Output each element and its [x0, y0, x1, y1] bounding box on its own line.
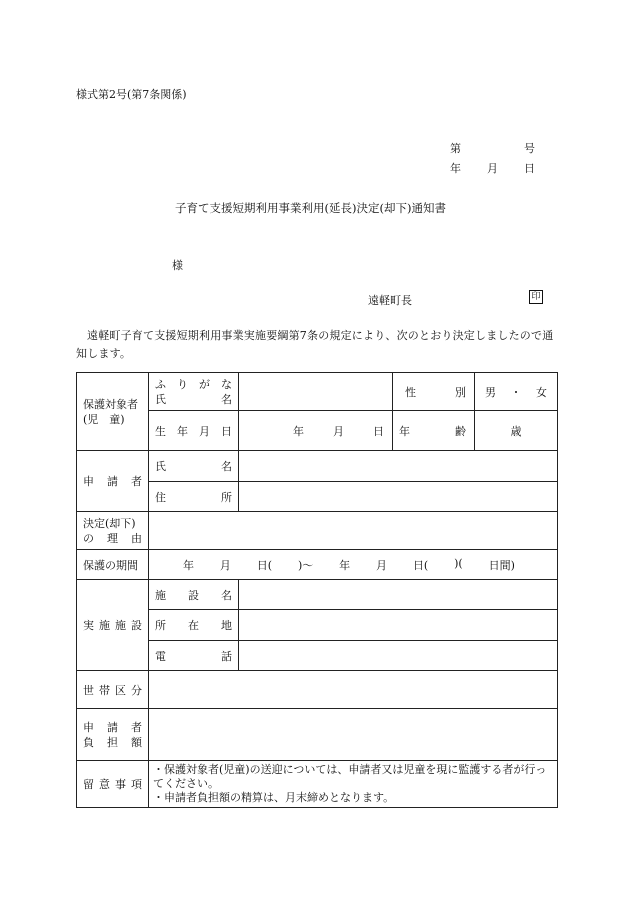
period-end-weekday-close: )( [454, 556, 463, 570]
burden-label-char: 申 [83, 720, 94, 734]
location-char: 所 [155, 619, 166, 632]
household-label-char: 世 [83, 683, 94, 697]
child-name-row [77, 373, 558, 411]
birth-label-char: 月 [199, 424, 210, 438]
note-item: ・申請者負担額の精算は、月末締めとなります。 [153, 791, 395, 804]
note-item: ・保護対象者(児童)の送迎については、申請者又は児童を現に監護する者が行ってください。 [153, 763, 547, 790]
intro-paragraph: 遠軽町子育て支援短期利用事業実施要綱第7条の規定により、次のとおり決定しましたので通知します。 [76, 329, 554, 360]
facility-label-char: 設 [131, 619, 142, 632]
child-label-cell [77, 373, 149, 451]
birth-label-char: 日 [221, 424, 232, 438]
furigana-char: ふ [155, 377, 166, 391]
birth-month-unit: 月 [333, 424, 344, 438]
facility-location-field[interactable] [239, 610, 558, 641]
applicant-label-cell [77, 451, 149, 512]
facility-name-row [77, 580, 558, 610]
period-field[interactable] [149, 550, 558, 580]
facility-phone-row [77, 641, 558, 671]
phone-char: 電 [155, 649, 166, 663]
form-number-label: 様式第2号(第7条関係) [76, 88, 187, 101]
facility-name-char: 名 [221, 588, 232, 602]
notice-form-table [76, 372, 558, 808]
applicant-address-label-cell [149, 482, 239, 512]
reason-row [77, 512, 558, 550]
issuer-name: 遠軽町長 [368, 294, 412, 307]
age-unit: 歳 [510, 424, 522, 438]
burden-label-char: 担 [107, 735, 118, 749]
facility-location-label-cell [149, 610, 239, 641]
seal-mark: 印 [529, 290, 543, 304]
name-char: 氏 [155, 460, 166, 473]
notes-label-cell [77, 761, 149, 808]
sex-label-char: 性 [405, 385, 416, 399]
name-char: 名 [221, 392, 232, 406]
notes-label-char: 意 [99, 778, 110, 791]
facility-name-field[interactable] [239, 580, 558, 610]
child-label-sub: (児 童) [83, 412, 125, 426]
name-char: 氏 [155, 392, 166, 406]
furigana-char: な [221, 377, 232, 391]
period-end-day: 日( [412, 558, 429, 572]
sex-label-cell [393, 373, 475, 411]
furigana-label [155, 377, 232, 392]
sex-option-male[interactable]: 男 [485, 385, 496, 399]
household-label-char: 分 [131, 683, 142, 697]
facility-label-cell [77, 580, 149, 671]
applicant-name-field[interactable] [239, 451, 558, 482]
sex-option-separator: ・ [510, 385, 522, 399]
birth-day-unit: 日 [373, 424, 384, 438]
period-start-year: 年 [183, 558, 194, 572]
facility-label-char: 施 [99, 619, 110, 632]
birth-date-field[interactable] [239, 411, 393, 451]
date-month: 月 [487, 162, 498, 175]
period-label: 保護の期間 [77, 550, 149, 580]
burden-label-char: 請 [107, 720, 118, 734]
date-day: 日 [524, 162, 535, 175]
furigana-char: り [177, 377, 188, 391]
facility-phone-label-cell [149, 641, 239, 671]
household-label-char: 区 [115, 683, 126, 697]
date-year: 年 [450, 162, 461, 175]
facility-phone-field[interactable] [239, 641, 558, 671]
burden-label-line2 [83, 735, 142, 750]
furigana-char: が [199, 377, 210, 391]
birth-year-unit: 年 [293, 424, 304, 438]
period-start-month: 月 [219, 558, 231, 572]
applicant-label-char: 者 [131, 475, 142, 488]
child-label: 保護対象者 [83, 397, 138, 411]
period-days: 日間) [488, 558, 515, 572]
location-char: 地 [221, 619, 232, 632]
notes-label-char: 留 [83, 778, 94, 791]
notes-content [149, 761, 558, 808]
burden-row [77, 709, 558, 761]
age-label-char: 年 [399, 424, 410, 438]
reason-label-line2 [83, 531, 142, 546]
period-start-day: 日( [256, 558, 273, 572]
location-char: 在 [188, 619, 199, 632]
household-label-char: 帯 [99, 683, 110, 697]
birth-label-char: 年 [177, 424, 188, 438]
facility-label-char: 実 [83, 619, 94, 632]
applicant-address-field[interactable] [239, 482, 558, 512]
birth-label-cell [149, 411, 239, 451]
reason-field[interactable] [149, 512, 558, 550]
number-prefix: 第 [450, 142, 461, 155]
reason-label-line1: 決定(却下) [83, 516, 136, 530]
child-birth-row [77, 411, 558, 451]
age-label-char: 齢 [455, 424, 466, 438]
document-title: 子育て支援短期利用事業利用(延長)決定(却下)通知書 [175, 201, 446, 215]
facility-label-char: 施 [115, 619, 126, 632]
household-label-cell [77, 671, 149, 709]
reason-label-char: 理 [107, 531, 118, 545]
age-label-cell [393, 411, 475, 451]
document-number-line [450, 140, 535, 156]
birth-label-char: 生 [155, 424, 166, 438]
applicant-name-row [77, 451, 558, 482]
applicant-name-label-cell [149, 451, 239, 482]
burden-label-line1 [83, 720, 142, 735]
child-name-field[interactable] [239, 373, 393, 411]
household-row [77, 671, 558, 709]
furigana-name-label-cell [149, 373, 239, 411]
period-row [77, 550, 558, 580]
burden-label-char: 額 [131, 735, 142, 749]
notes-label-char: 事 [115, 778, 126, 791]
notes-row [77, 761, 558, 808]
sex-options-cell[interactable] [475, 373, 558, 411]
notes-label-char: 項 [131, 778, 142, 791]
burden-label-char: 者 [131, 720, 142, 734]
address-char: 住 [155, 490, 166, 504]
facility-name-char: 施 [155, 588, 166, 602]
phone-char: 話 [221, 649, 232, 663]
name-char: 名 [221, 460, 232, 473]
facility-location-row [77, 610, 558, 641]
burden-label-cell [77, 709, 149, 761]
document-date-line [450, 160, 535, 176]
sex-label-char: 別 [455, 385, 466, 399]
facility-name-char: 設 [188, 588, 199, 602]
facility-name-label-cell [149, 580, 239, 610]
period-end-year: 年 [339, 558, 351, 572]
period-start-weekday-close: )〜 [297, 558, 314, 572]
sex-option-female[interactable]: 女 [536, 385, 547, 399]
burden-label-char: 負 [83, 735, 94, 749]
address-char: 所 [221, 490, 232, 504]
reason-label-char: の [83, 531, 94, 545]
reason-label-cell [77, 512, 149, 550]
applicant-label-char: 申 [83, 475, 94, 488]
reason-label-char: 由 [131, 531, 142, 545]
household-field[interactable] [149, 671, 558, 709]
period-end-month: 月 [376, 558, 388, 572]
applicant-address-row [77, 482, 558, 512]
number-suffix: 号 [524, 142, 535, 155]
burden-field[interactable] [149, 709, 558, 761]
child-name-label [155, 392, 232, 407]
addressee-suffix: 様 [172, 259, 183, 272]
applicant-label-char: 請 [107, 475, 118, 488]
age-field[interactable] [475, 411, 558, 451]
